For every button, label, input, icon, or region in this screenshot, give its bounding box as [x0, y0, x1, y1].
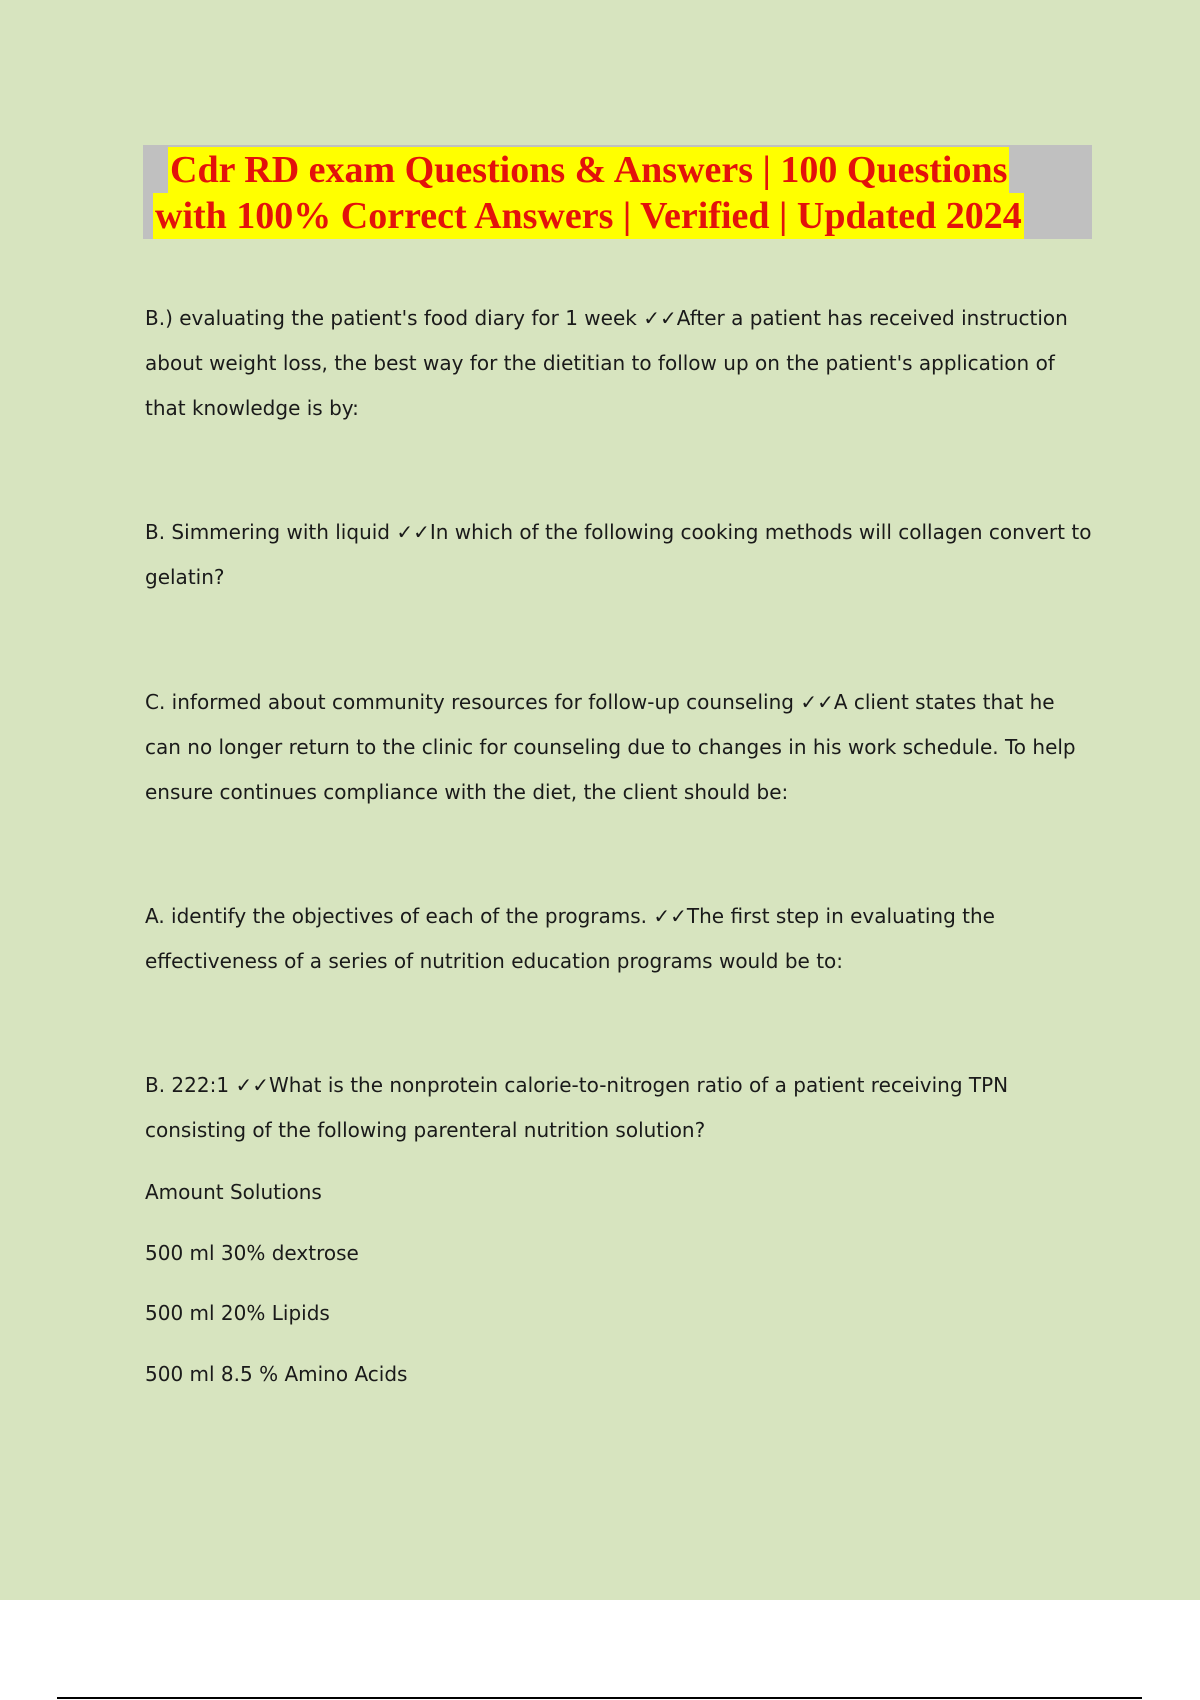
answer-text: B. 222:1: [145, 1073, 236, 1097]
answer-text: B.) evaluating the patient's food diary for 1 week: [145, 306, 644, 330]
double-check-icon: ✓✓: [235, 1073, 269, 1097]
solution-table-header: Amount Solutions: [145, 1180, 322, 1204]
solution-row: 500 ml 20% Lipids: [145, 1301, 330, 1325]
qa-item: [145, 680, 1095, 815]
qa-item: [145, 894, 1095, 984]
answer-text: C. informed about community resources for follow-up counseling: [145, 690, 801, 714]
document-title-line-1: Cdr RD exam Questions & Answers | 100 Questions: [170, 149, 1008, 191]
question-text: What is the nonprotein calorie-to-nitrogen ratio of a patient receiving TPN consisting of the following parenteral nutrition solution?: [145, 1073, 1009, 1142]
solution-row: 500 ml 8.5 % Amino Acids: [145, 1362, 408, 1386]
double-check-icon: ✓✓: [653, 904, 687, 928]
qa-item: [145, 510, 1095, 600]
answer-text: B. Simmering with liquid: [145, 520, 397, 544]
question-text: The first step in evaluating the effectiveness of a series of nutrition education programs would be to:: [145, 904, 995, 973]
question-text: After a patient has received instruction about weight loss, the best way for the dietitian to follow up on the patient's application of that knowledge is by:: [145, 306, 1068, 420]
document-title-line-2: with 100% Correct Answers | Verified | Updated 2024: [155, 195, 1022, 237]
double-check-icon: ✓✓: [643, 306, 677, 330]
question-text: In which of the following cooking methods will collagen convert to gelatin?: [145, 520, 1092, 589]
qa-item: [145, 1063, 1095, 1153]
double-check-icon: ✓✓: [396, 520, 430, 544]
solution-row: 500 ml 30% dextrose: [145, 1241, 359, 1265]
footer-divider: [57, 1697, 1142, 1699]
question-text: A client states that he can no longer return to the clinic for counseling due to changes in his work schedule. To help ensure continues compliance with the diet, the client should be:: [145, 690, 1076, 804]
answer-text: A. identify the objectives of each of the programs.: [145, 904, 654, 928]
double-check-icon: ✓✓: [800, 690, 834, 714]
qa-item: [145, 296, 1095, 431]
